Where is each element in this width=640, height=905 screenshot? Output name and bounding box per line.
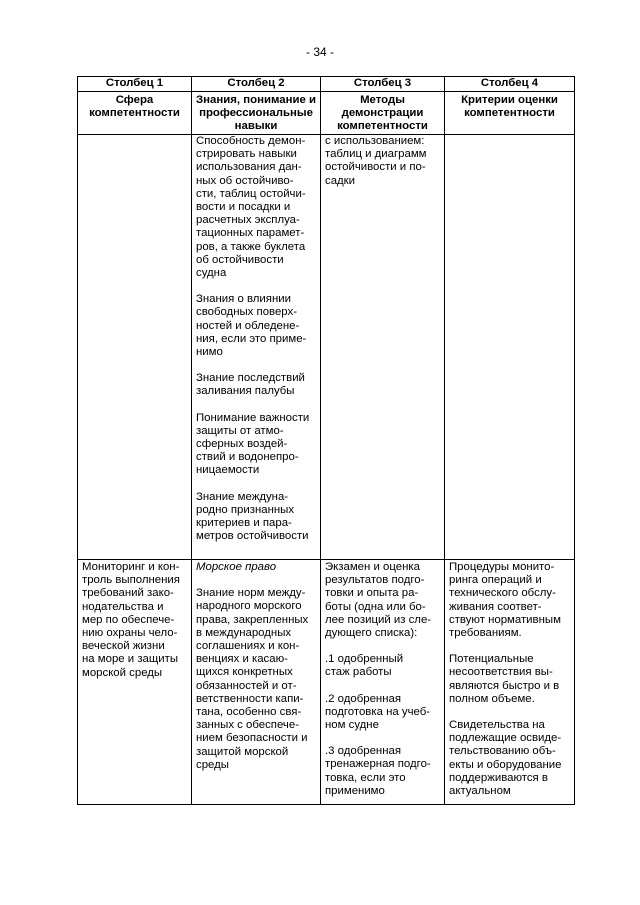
knowledge-paragraph: Способность демон- стрировать навыки использования дан- ных об остойчиво- сти, таблиц остойчи- вости и посадки и расчетных эксплуа- тационных парамет- ров, а также буклета об остойчивости судна	[196, 135, 306, 280]
criteria-paragraph: Потенциальные несоответствия вы- являются быстро и в полном объеме.	[449, 653, 560, 705]
knowledge-paragraph: Знание последствий заливания палубы	[196, 372, 305, 398]
knowledge-paragraph: Знание междуна- родно признанных критериев и пара- метров остойчивости	[196, 490, 309, 543]
table-cell	[321, 560, 445, 805]
criteria-paragraph: Свидетельства на подлежащие освиде- тельствованию объ- екты и оборудование поддерживаются в актуальном	[449, 719, 562, 798]
knowledge-paragraph: Знание норм между- народного морского права, закрепленных в международных соглашениях и кон- венциях и касаю- щихся конкретных обязанностей и от- ветственности капи- тана, особенно свя- занных с обеспече- нием безопасности и защитой морской среды	[196, 587, 309, 771]
table-cell	[78, 135, 192, 560]
table-cell	[192, 135, 321, 560]
competence-area-text: Мониторинг и кон- троль выполнения требований зако- нодательства и мер по обеспече- нию охраны чело- веческой жизни на море и защиты морской среды	[82, 561, 180, 679]
header-competence-area: Сфера компетентности	[89, 94, 180, 120]
section-heading: Морское право	[196, 561, 277, 573]
page-number: - 34 -	[305, 45, 334, 59]
method-paragraph: .3 одобренная тренажерная подго- товка, если это применимо	[325, 745, 431, 797]
column-number-row	[78, 77, 575, 92]
table-cell	[321, 135, 445, 560]
method-paragraph: .1 одобренный стаж работы	[325, 653, 404, 679]
table-cell	[445, 560, 575, 805]
table-row	[78, 560, 575, 805]
table-cell	[445, 135, 575, 560]
column-number-2: Столбец 2	[192, 77, 321, 92]
competence-table	[77, 76, 575, 805]
column-number-4: Столбец 4	[445, 77, 575, 92]
method-paragraph: Экзамен и оценка результатов подго- товки и опыта ра- боты (одна или бо- лее позиций из сле- дующего списка):	[325, 561, 432, 640]
header-knowledge: Знания, понимание и профессиональные навыки	[196, 94, 316, 133]
column-number-1: Столбец 1	[78, 77, 192, 92]
knowledge-paragraph: Понимание важности защиты от атмо- сферных воздей- ствий и водонепро- ницаемости	[196, 411, 310, 477]
criteria-paragraph: Процедуры монито- ринга операций и технического обслу- живания соответ- ствуют нормативным требованиям.	[449, 561, 561, 640]
table-cell	[78, 560, 192, 805]
header-methods: Методы демонстрации компетентности	[337, 94, 428, 133]
knowledge-paragraph: Знания о влиянии свободных поверх- ностей и обледене- ния, если это приме- нимо	[196, 293, 307, 359]
method-paragraph: .2 одобренная подготовка на учеб- ном судне	[325, 692, 431, 732]
header-criteria: Критерии оценки компетентности	[461, 94, 558, 120]
column-number-3: Столбец 3	[321, 77, 445, 92]
method-paragraph: с использованием: таблиц и диаграмм остойчивости и по- садки	[325, 135, 427, 187]
table-row	[78, 135, 575, 560]
column-header-row	[78, 92, 575, 135]
table-cell	[192, 560, 321, 805]
